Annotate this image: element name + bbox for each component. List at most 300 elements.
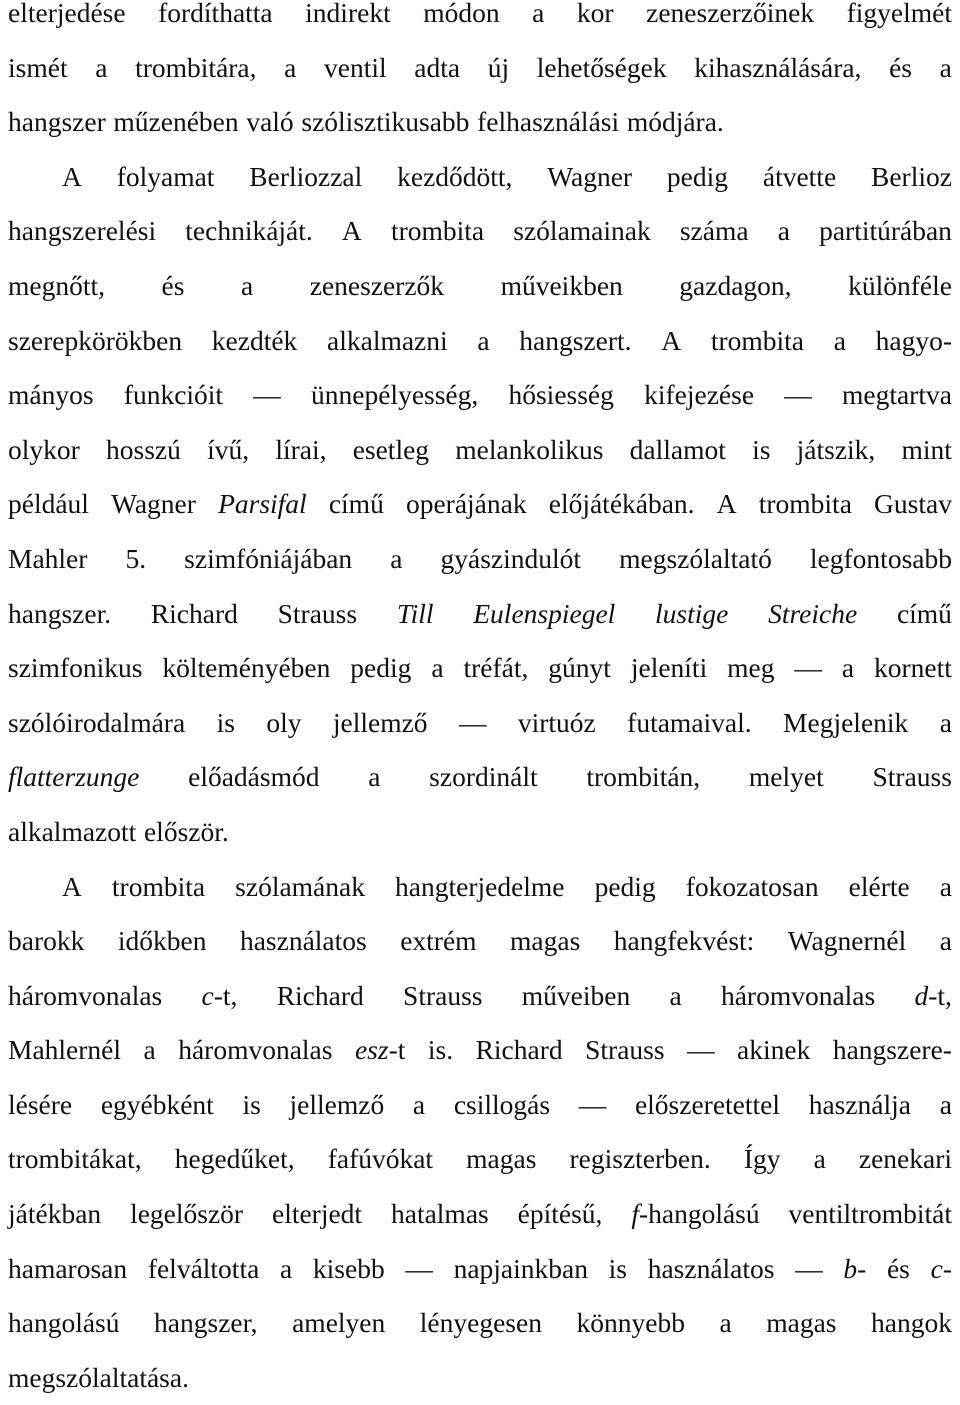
word: szólamainak [513,204,650,259]
word: felhasználási [477,95,619,150]
word: hősiesség [508,368,613,423]
word: a [532,0,544,41]
word: a [390,532,402,587]
word-text: Parsifal [218,488,307,519]
word [405,1242,433,1297]
word: hangszer [8,95,106,150]
italic-word [355,1023,405,1078]
word-text: Richard [151,598,238,629]
word-text: hangszere- [833,1034,952,1065]
word: A [62,860,82,915]
word: hangterjedelme [395,860,565,915]
word: trombita [112,860,205,915]
word [391,1187,489,1242]
word: a [940,914,952,969]
word: Berlioz [871,150,952,205]
word: a [834,314,846,369]
word: a [940,696,952,751]
word [313,1242,385,1297]
word: műzenében [113,95,238,150]
word: folyamat [117,150,215,205]
word [874,477,952,532]
word: új [488,41,509,96]
text-line [8,1132,952,1187]
word: mint [902,423,952,478]
word: ívű, [207,423,249,478]
word [148,1242,259,1297]
text-line [8,1023,952,1078]
word: Megjelenik [783,696,908,751]
word: Wagnernél [788,914,906,969]
word [789,1187,952,1242]
word-text: is. [428,1034,453,1065]
word-text: A [717,488,737,519]
word: szólóirodalmára [8,696,185,751]
word: is [217,696,235,751]
word [8,477,89,532]
word [8,1187,101,1242]
text-line [8,95,952,150]
word: szimfóniájában [184,532,352,587]
word-text: Richard [476,1034,563,1065]
text-line [8,477,952,532]
text-line [8,750,952,805]
italic-word [8,750,139,805]
word: kezdődött, [397,150,512,205]
word [111,477,196,532]
word-text: melyet [749,761,824,792]
word: lésére [8,1078,72,1133]
word-text: c [931,1253,943,1284]
word: hangfekvést: [614,914,755,969]
word: pedig [595,860,656,915]
text-line [8,204,952,259]
text-line [8,1078,952,1133]
word-text: című [329,488,384,519]
word-text: esz [355,1034,389,1065]
word-text: a [280,1253,292,1284]
word: magas [766,1296,836,1351]
word-text: — [687,1034,715,1065]
word: kezdték [212,314,298,369]
word: használja [809,1078,911,1133]
word: Wagner [547,150,632,205]
word-text: a [669,980,681,1011]
text-line [8,1296,952,1351]
italic-word [843,1242,866,1297]
word-text: — [405,1253,433,1284]
text-line [8,587,952,642]
word [188,750,319,805]
word: megtartva [842,368,952,423]
word: megszólaltatása. [8,1351,189,1405]
word: mányos [8,368,94,423]
word [522,969,630,1024]
word [737,1023,810,1078]
text-line [8,1187,952,1242]
word: legfontosabb [810,532,952,587]
word: szimfonikus [8,641,142,696]
word: partitúrában [819,204,952,259]
word-text: Strauss [403,980,482,1011]
text-line [8,696,952,751]
word: A [62,150,82,205]
word: esetleg [353,423,429,478]
word: módon [423,0,499,41]
word: a [778,204,790,259]
word: oly [266,696,301,751]
word: különféle [848,259,952,314]
word-text: is [609,1253,627,1284]
italic-word [473,587,615,642]
word: — [784,368,812,423]
word: lényegesen [420,1296,542,1351]
text-line [8,805,952,860]
text-line [8,1242,952,1297]
word-text: például [8,488,89,519]
word: trombitára, [135,41,256,96]
word: alkalmazni [327,314,448,369]
text-line [8,969,952,1024]
word [897,587,952,642]
word: időkben [118,914,207,969]
word [144,1023,156,1078]
text-line [8,914,952,969]
word [721,969,875,1024]
text-line [8,150,952,205]
word: megszólaltató [619,532,772,587]
word [717,477,737,532]
word [887,1242,910,1297]
word: kornett [874,641,952,696]
word: is [243,1078,261,1133]
word-text: hamarosan [8,1253,127,1284]
word: trombita [711,314,804,369]
word: hangszert. [519,314,631,369]
text-line [8,0,952,41]
word: hosszú [106,423,181,478]
word [749,750,824,805]
word-text: flatterzunge [8,761,139,792]
word: — [459,696,487,751]
word [278,587,357,642]
word: fafúvókat [328,1132,433,1187]
word: a [940,860,952,915]
word: a [940,1078,952,1133]
word-text: játékban [8,1198,101,1229]
word [329,477,384,532]
word: való [246,95,293,150]
word-suffix: - [943,1253,952,1284]
word-text: legelőször [130,1198,243,1229]
word: — [579,1078,607,1133]
word: — [253,368,281,423]
word [368,750,380,805]
word: regiszterben. [570,1132,711,1187]
word-text: Eulenspiegel [473,598,615,629]
word-suffix: -hangolású [639,1198,760,1229]
word: átvette [763,150,836,205]
word: Így [744,1132,781,1187]
text-line [8,1351,952,1405]
word: olykor [8,423,80,478]
word [428,1023,453,1078]
word-suffix: -t, [214,980,238,1011]
word: szerepkörökben [8,314,182,369]
word-suffix: - [857,1253,866,1284]
word [585,1023,664,1078]
word: hagyo- [876,314,952,369]
word: gazdagon, [679,259,791,314]
word: ünnepélyesség, [311,368,478,423]
word: dallamot [630,423,726,478]
word: tréfát, [463,641,528,696]
word-text: Streiche [768,598,857,629]
word [687,1023,715,1078]
text-line [8,532,952,587]
word-text: Strauss [872,761,951,792]
word [648,1242,775,1297]
word: zenekari [859,1132,952,1187]
word: ventil [324,41,387,96]
word: a [95,41,107,96]
word [272,1187,362,1242]
word-text: kisebb [313,1253,385,1284]
word-text: c [202,980,214,1011]
word [178,1023,332,1078]
word: trombita [391,204,484,259]
text-line [8,423,952,478]
word: hangolású [8,1296,120,1351]
word-text: hatalmas [391,1198,489,1229]
word-text: című [897,598,952,629]
word: zeneszerzők [310,259,444,314]
italic-word [931,1242,952,1297]
word: megnőtt, [8,259,105,314]
word-suffix: -t [389,1034,406,1065]
word: szólisztikusabb [301,95,469,150]
word: pedig [667,150,728,205]
italic-word [218,477,307,532]
text-line [8,641,952,696]
word: virtuóz [518,696,596,751]
word: fordíthatta [158,0,273,41]
word-text: háromvonalas [8,980,162,1011]
word: futamaival. [627,696,751,751]
word: szólamának [235,860,365,915]
word-text: a [144,1034,156,1065]
word-text: Till [397,598,434,629]
word [8,1023,121,1078]
word-text: lustige [655,598,728,629]
word: és [889,41,912,96]
word [151,587,238,642]
word-text: Strauss [585,1034,664,1065]
word-text: használatos [648,1253,775,1284]
word-text: háromvonalas [721,980,875,1011]
word [586,750,700,805]
word: a [842,641,854,696]
word: barokk [8,914,84,969]
text-line [8,860,952,915]
word-text: ventiltrombitát [789,1198,952,1229]
word: trombitákat, [8,1132,142,1187]
word: a [814,1132,826,1187]
word [795,1242,823,1297]
word [872,750,951,805]
word: hegedűket, [175,1132,295,1187]
word [759,477,852,532]
word: magas [466,1132,536,1187]
word: technikáját. [185,204,313,259]
word-text: műveiben [522,980,630,1011]
word-text: Wagner [111,488,196,519]
word-text: — [795,1253,823,1284]
word [8,969,162,1024]
word [277,969,364,1024]
word-text: napjainkban [454,1253,588,1284]
word: zeneszerzőinek [646,0,814,41]
word: adta [414,41,460,96]
word: Mahler [8,532,87,587]
word: gyászindulót [441,532,582,587]
italic-word [631,1187,759,1242]
word-text: felváltotta [148,1253,259,1284]
word: játszik, [797,423,876,478]
word-text: hangszer. [8,598,111,629]
word: pedig [350,641,411,696]
italic-word [768,587,857,642]
word: funkcióit [124,368,223,423]
word: előszeretettel [635,1078,780,1133]
word [403,969,482,1024]
word-text: f [631,1198,639,1229]
word-text: szordinált [429,761,537,792]
word: a [477,314,489,369]
word: extrém [400,914,476,969]
word: jellemző [333,696,428,751]
word-text: és [887,1253,910,1284]
word [130,1187,243,1242]
word: a [413,1078,425,1133]
word: is [752,423,770,478]
word-text: Richard [277,980,364,1011]
word: jeleníti [631,641,707,696]
text-line [8,368,952,423]
word: hangszer, [154,1296,258,1351]
word: száma [680,204,749,259]
word: hangok [871,1296,952,1351]
word-text: építésű, [518,1198,603,1229]
word: kihasználására, [694,41,861,96]
italic-word [914,969,951,1024]
word: jellemző [290,1078,385,1133]
word: módjára. [627,95,724,150]
word: kor [577,0,614,41]
paragraph [8,0,952,860]
word-text: előadásmód [188,761,319,792]
text-line [8,259,952,314]
word: figyelmét [847,0,952,41]
word: költeményében [162,641,330,696]
word: először. [144,805,229,860]
word [454,1242,588,1297]
word-text: előjátékában. [549,488,695,519]
text-line [8,314,952,369]
word: használatos [240,914,367,969]
word-text: trombitán, [586,761,700,792]
italic-word [397,587,434,642]
word-text: d [914,980,928,1011]
word: a [940,41,952,96]
italic-word [202,969,238,1024]
word: gúnyt [548,641,611,696]
word: hangszerelési [8,204,156,259]
word [669,969,681,1024]
word: elterjedése [8,0,126,41]
word: műveikben [501,259,623,314]
word: magas [510,914,580,969]
word-text: trombita [759,488,852,519]
word-text: háromvonalas [178,1034,332,1065]
word [518,1187,603,1242]
word-suffix: -t, [928,980,952,1011]
word: Berliozzal [249,150,362,205]
word: csillogás [454,1078,550,1133]
word-text: elterjedt [272,1198,362,1229]
word: a [241,259,253,314]
word: a [284,41,296,96]
word [8,587,111,642]
word-text: operájának [406,488,527,519]
word: és [162,259,185,314]
word: kifejezése [644,368,754,423]
word: — [794,641,822,696]
word: lehetőségek [537,41,667,96]
word [429,750,537,805]
word: A [661,314,681,369]
word: ismét [8,41,68,96]
word [549,477,695,532]
word: indirekt [305,0,391,41]
word-text: Mahlernél [8,1034,121,1065]
word: a [719,1296,731,1351]
word: meg [727,641,774,696]
italic-word [655,587,728,642]
word: melankolikus [455,423,603,478]
word-text: Gustav [874,488,952,519]
word [8,1242,127,1297]
paragraph [8,860,952,1405]
word: 5. [125,532,146,587]
text-line [8,41,952,96]
word: könnyebb [576,1296,684,1351]
word-text: akinek [737,1034,810,1065]
word: a [431,641,443,696]
word: amelyen [292,1296,385,1351]
word [280,1242,292,1297]
word [476,1023,563,1078]
word: A [342,204,362,259]
word-text: a [368,761,380,792]
word-text: b [843,1253,857,1284]
word-text: Strauss [278,598,357,629]
word: elérte [849,860,910,915]
word: lírai, [275,423,326,478]
word: alkalmazott [8,805,136,860]
word [609,1242,627,1297]
word [406,477,527,532]
